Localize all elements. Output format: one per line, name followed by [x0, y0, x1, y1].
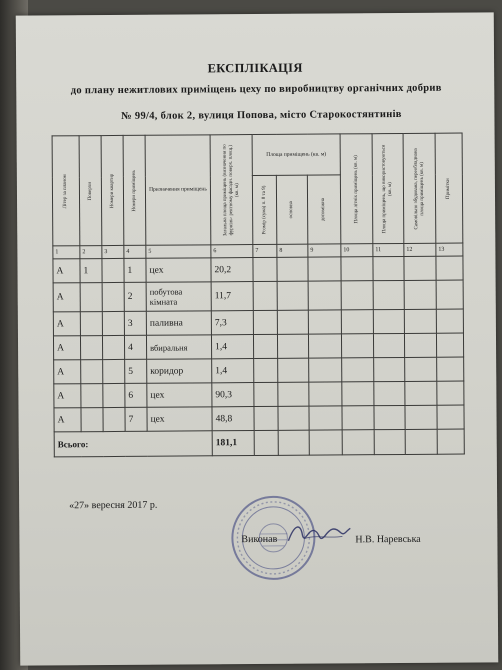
header-ploshcha-group: Площа приміщень (кв. м) [252, 134, 340, 176]
cell-pryznachennia: коридор [147, 359, 212, 383]
cell-poverkh [80, 312, 102, 336]
col-number: 11 [373, 243, 404, 256]
table-row [53, 309, 463, 336]
col-number: 3 [102, 245, 124, 258]
document-title: ЕКСПЛІКАЦІЯ [207, 60, 303, 76]
header-osnovna: основна [276, 175, 307, 244]
header-rozmir: Розмір (сума) п. 8 та 9) [252, 175, 276, 244]
col-number: 9 [308, 244, 341, 257]
cell-kvartyra [103, 383, 125, 407]
cell-pryznachennia: паливна [146, 311, 211, 335]
col-number: 8 [277, 244, 308, 257]
document-address: № 99/4, блок 2, вулиця Попова, місто Старокостянтинів [121, 108, 402, 122]
cell-litera: А [53, 336, 80, 360]
cell-litera: А [53, 259, 80, 283]
total-row [54, 429, 464, 457]
col-number: 12 [404, 243, 436, 256]
header-pryznachennia: Призначення приміщень [145, 135, 211, 245]
header-litera: Літер за планом [52, 136, 80, 246]
table-row [54, 357, 464, 384]
cell-nomer: 4 [124, 335, 146, 359]
cell-nomer: 6 [125, 383, 147, 407]
table-row [54, 405, 464, 432]
cell-poverkh [80, 336, 102, 360]
header-dopomizhna: допоміжна [307, 175, 340, 244]
col-number: 5 [146, 245, 211, 258]
cell-poverkh [80, 283, 102, 312]
table-row [53, 256, 463, 283]
cell-ploshcha: 1,4 [212, 359, 254, 383]
cell-kvartyra [102, 282, 124, 311]
cell-ploshcha: 48,8 [212, 407, 254, 431]
col-number: 13 [436, 243, 463, 256]
cell-pryznachennia: вбиральня [146, 335, 211, 359]
cell-pryznachennia: побутова кімната [146, 282, 211, 311]
col-number: 2 [80, 246, 102, 259]
cell-nomer: 2 [124, 282, 146, 311]
cell-ploshcha: 1,4 [211, 335, 253, 359]
header-nomery: Номери приміщень [123, 135, 146, 245]
document-date: «27» вересня 2017 р. [69, 499, 158, 512]
header-poverkh: Поверхи [79, 136, 102, 246]
explication-table [52, 133, 465, 458]
cell-poverkh [81, 360, 103, 384]
cell-poverkh [81, 384, 103, 408]
cell-ploshcha: 11,7 [211, 282, 253, 311]
header-prymitky: Примітки [435, 133, 463, 243]
header-vykorystuvani: Площа приміщень, що використовуються (кв. м) [372, 133, 404, 243]
cell-ploshcha: 90,3 [212, 383, 254, 407]
cell-pryznachennia: цех [146, 258, 211, 282]
cell-kvartyra [102, 258, 124, 282]
header-zahalna: Загальна площа приміщень (визначення по фурніль- ректному фасадн. поверх. площ.) (кв. м) [210, 135, 253, 245]
cell-kvartyra [102, 335, 124, 359]
col-number: 4 [124, 245, 146, 258]
cell-ploshcha: 20,2 [211, 258, 253, 282]
cell-pryznachennia: цех [147, 383, 212, 407]
table-row [53, 333, 463, 360]
document-subtitle: до плану нежитлових приміщень цеху по виробництву органічних добрив [70, 82, 442, 97]
cell-litera: А [54, 360, 81, 384]
cell-litera: А [54, 408, 81, 432]
total-value: 181,1 [212, 431, 254, 456]
handwritten-signature [284, 518, 354, 548]
cell-nomer: 1 [124, 258, 146, 282]
cell-ploshcha: 7,3 [211, 311, 253, 335]
table-row [53, 280, 463, 312]
cell-litera: А [53, 312, 80, 336]
executor-name: Н.В. Наревська [355, 533, 421, 546]
cell-kvartyra [103, 359, 125, 383]
header-samovilno: Самовільно збудована, переобладнана площа приміщень (кв. м) [403, 133, 436, 243]
header-kvartyra: Номери квартир [101, 135, 124, 245]
cell-litera: А [54, 384, 81, 408]
header-lodzhii: Площа літніх приміщень (кв. м) [340, 134, 373, 244]
col-number: 6 [211, 245, 253, 258]
total-label: Всього: [54, 431, 212, 457]
cell-poverkh [81, 408, 103, 432]
col-number: 1 [53, 246, 80, 259]
cell-kvartyra [102, 311, 124, 335]
cell-nomer: 3 [124, 311, 146, 335]
cell-poverkh: 1 [80, 259, 102, 283]
executor-label: Виконав [241, 533, 278, 546]
cell-nomer: 5 [125, 359, 147, 383]
document-sheet [16, 12, 499, 665]
table-row [54, 381, 464, 408]
col-number: 7 [253, 244, 277, 257]
cell-nomer: 7 [125, 407, 147, 431]
col-number: 10 [341, 244, 373, 257]
table-header-row [52, 133, 462, 177]
cell-kvartyra [103, 407, 125, 431]
cell-pryznachennia: цех [147, 407, 212, 431]
cell-litera: А [53, 283, 80, 312]
